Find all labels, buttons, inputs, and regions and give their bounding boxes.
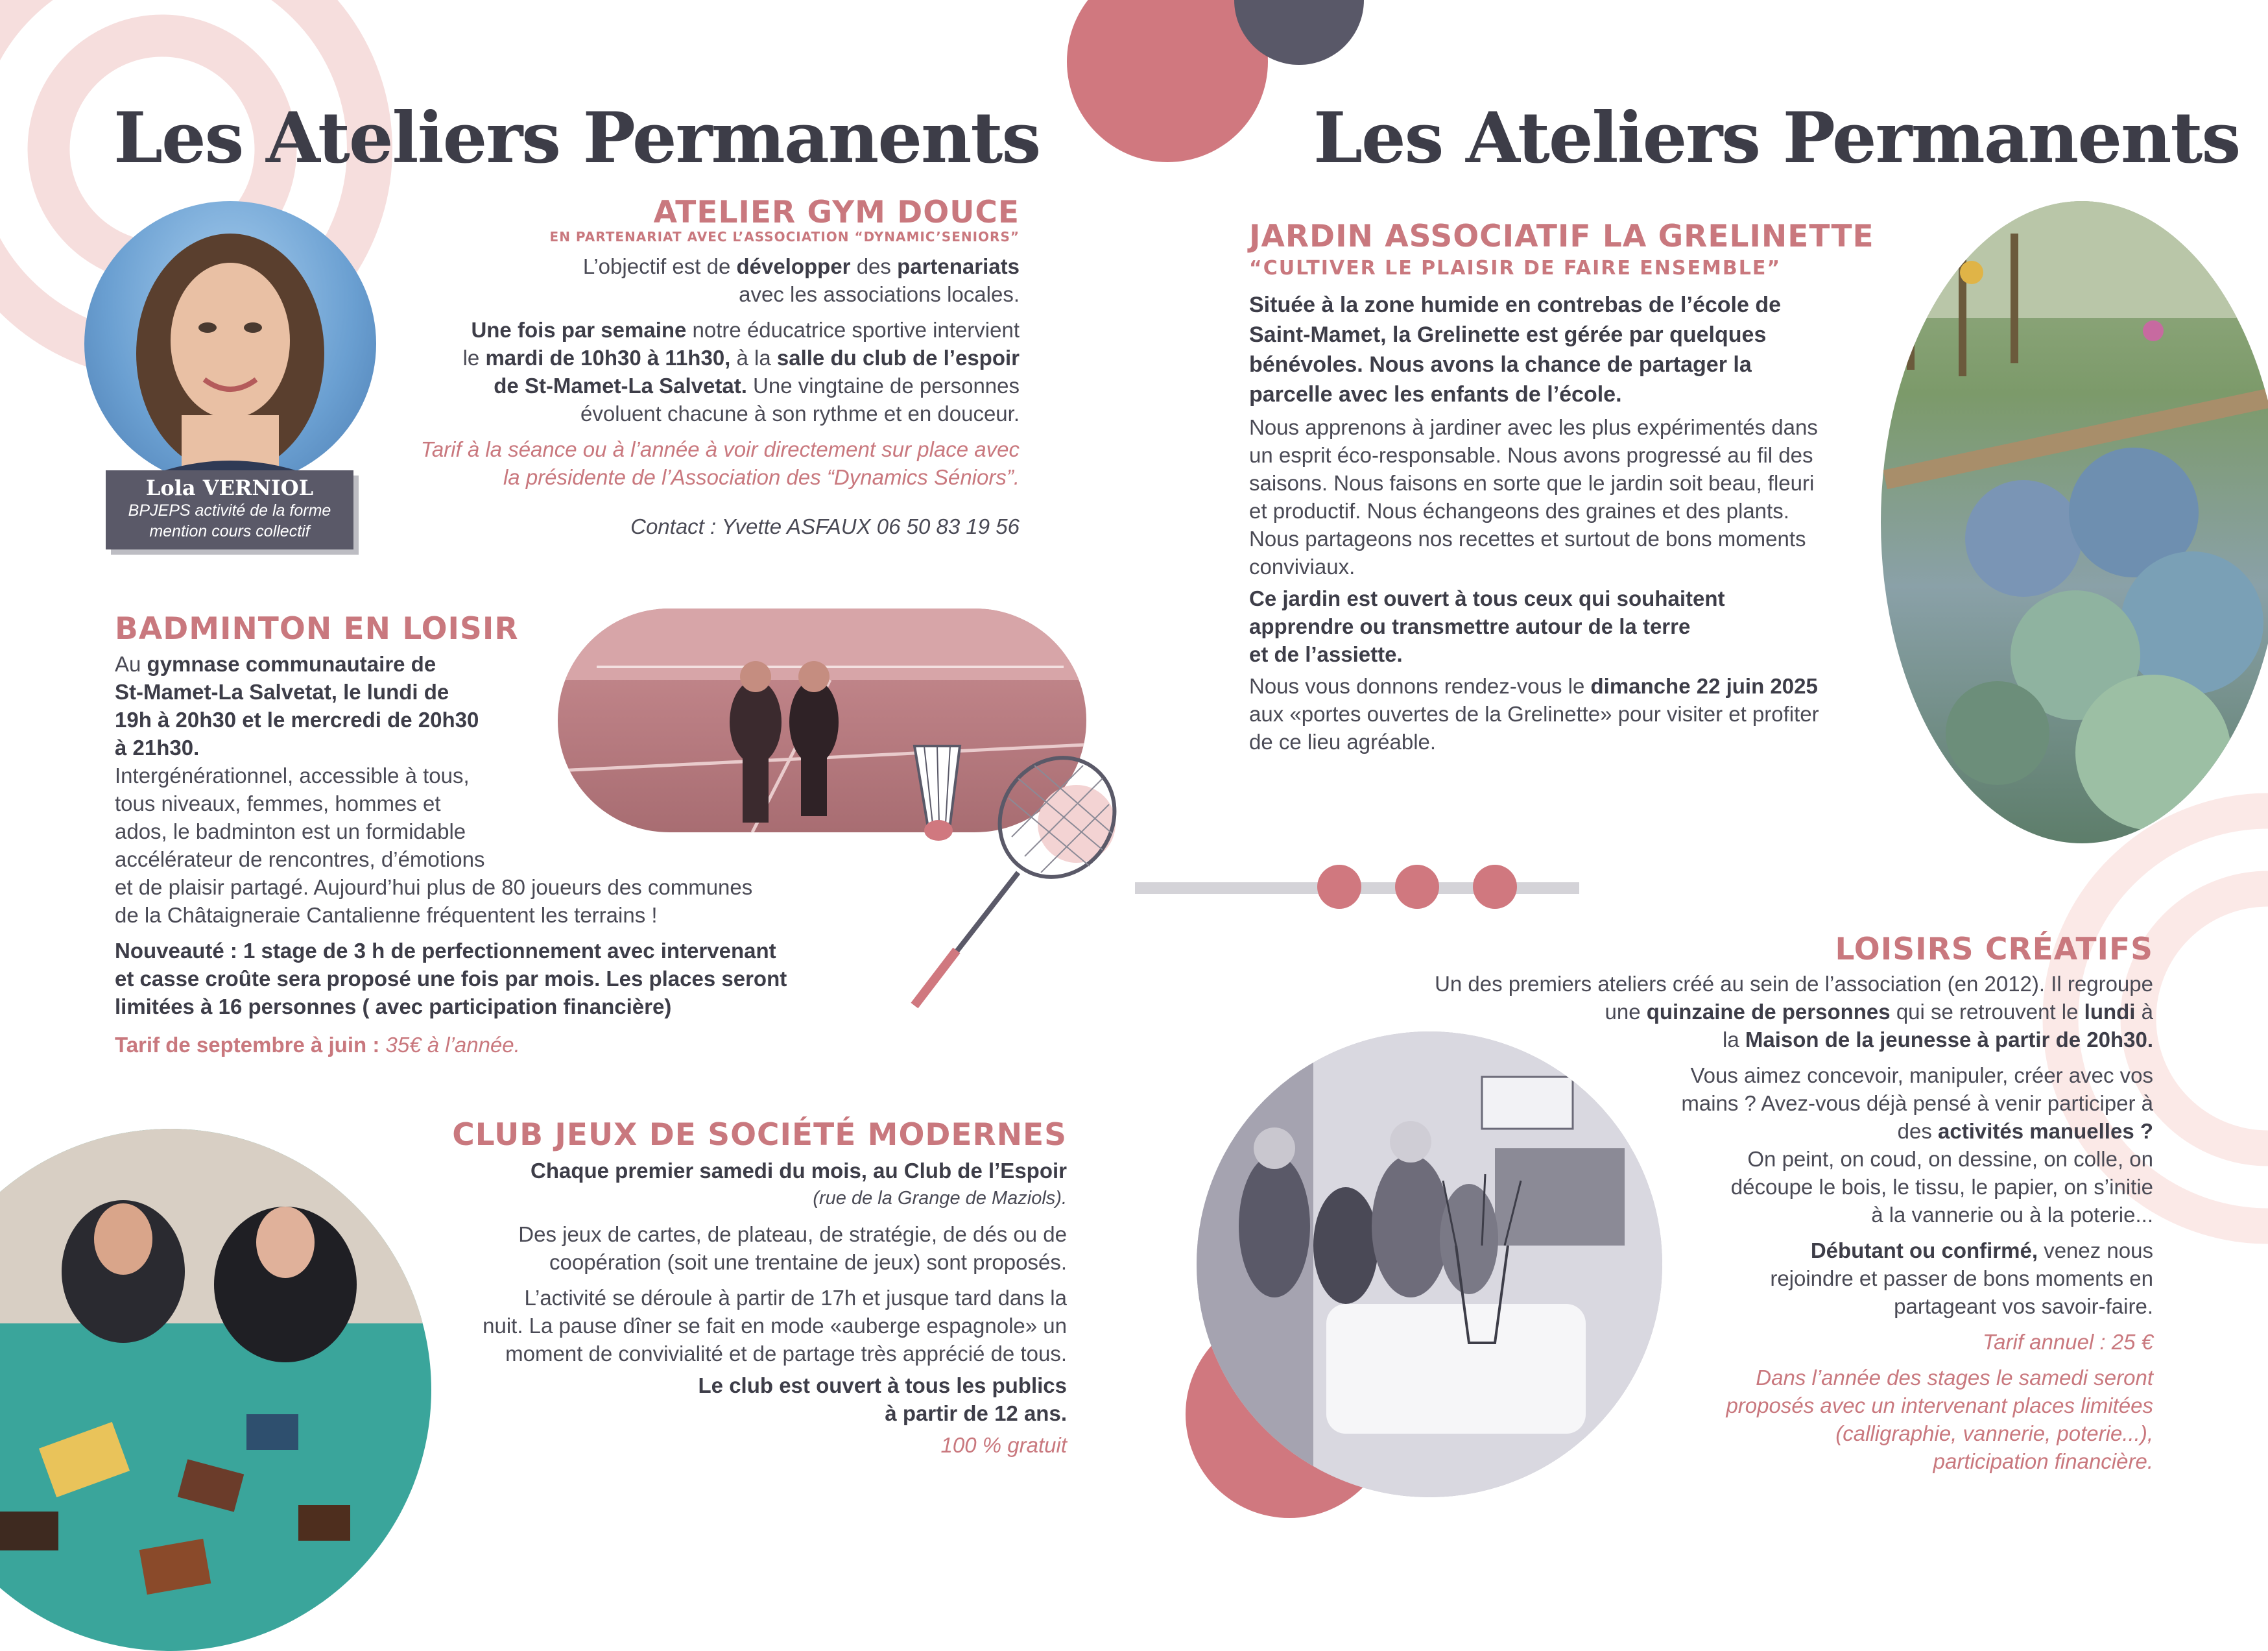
jardin-p6: conviviaux. xyxy=(1249,555,1355,579)
shuttlecock-icon xyxy=(914,746,960,841)
jardin-rdv-3: de ce lieu agréable. xyxy=(1249,730,1437,754)
gym-section xyxy=(389,195,1020,540)
loisirs-line3: la Maison de la jeunesse à partir de 20h30. xyxy=(1723,1028,2153,1052)
jeux-line7: moment de convivialité et de partage très apprécié de tous. xyxy=(505,1342,1067,1366)
jeux-line6: nuit. La pause dîner se fait en mode «auberge espagnole» un xyxy=(483,1314,1067,1338)
section-divider xyxy=(1135,865,1579,909)
badminton-heading: BADMINTON EN LOISIR xyxy=(115,611,519,647)
badminton-line8: accélérateur de rencontres, d’émotions xyxy=(115,847,485,871)
jardin-illustration xyxy=(1881,201,2268,843)
jeux-line9: à partir de 12 ans. xyxy=(885,1401,1067,1425)
jeux-line8: Le club est ouvert à tous les publics xyxy=(698,1373,1067,1397)
jeux-line3: Des jeux de cartes, de plateau, de stratégie, de dés ou de xyxy=(518,1222,1067,1246)
jardin-p1: Nous apprenons à jardiner avec les plus expérimentés dans xyxy=(1249,415,1818,439)
jeux-heading: CLUB JEUX DE SOCIÉTÉ MODERNES xyxy=(452,1117,1067,1153)
jardin-rdv-2: aux «portes ouvertes de la Grelinette» pour visiter et profiter xyxy=(1249,702,1819,726)
badminton-news-line1: Nouveauté : 1 stage de 3 h de perfectionnement avec intervenant xyxy=(115,939,776,963)
gym-p1-line2: avec les associations locales. xyxy=(739,282,1020,306)
badminton-line9: et de plaisir partagé. Aujourd’hui plus de 80 joueurs des communes xyxy=(115,875,753,899)
badminton-line4: à 21h30. xyxy=(115,736,200,760)
badminton-line2: St-Mamet-La Salvetat, le lundi de xyxy=(115,680,449,704)
loisirs-line1: Un des premiers ateliers créé au sein de l’association (en 2012). Il regroupe xyxy=(1435,972,2153,996)
person-caption xyxy=(106,470,353,549)
jardin-p3: saisons. Nous faisons en sorte que le jardin soit beau, fleuri xyxy=(1249,471,1815,495)
jeux-section xyxy=(415,1117,1067,1459)
right-page-title: Les Ateliers Permanents xyxy=(1313,97,2240,179)
person-role-1: BPJEPS activité de la forme xyxy=(128,501,331,520)
jardin-bold-3: bénévoles. Nous avons la chance de partager la xyxy=(1249,352,1752,377)
gym-p1-line1: L’objectif est de développer des partenariats xyxy=(582,254,1020,278)
jeux-line5: L’activité se déroule à partir de 17h et jusque tard dans la xyxy=(524,1286,1067,1310)
person-name: Lola VERNIOL xyxy=(145,476,314,500)
gym-p2-line3: de St-Mamet-La Salvetat. Une vingtaine de personnes xyxy=(494,374,1020,398)
jardin-open-2: apprendre ou transmettre autour de la terre xyxy=(1249,614,1691,638)
jardin-photo xyxy=(1881,201,2268,843)
gym-heading: ATELIER GYM DOUCE xyxy=(653,195,1020,230)
jardin-bold-4: parcelle avec les enfants de l’école. xyxy=(1249,382,1622,407)
loisirs-section xyxy=(1297,932,2153,1475)
gym-p2-line4: évoluent chacune à son rythme et en douceur. xyxy=(580,402,1020,426)
loisirs-tarif: Tarif annuel : 25 € xyxy=(1983,1330,2153,1354)
loisirs-line12: partageant vos savoir-faire. xyxy=(1894,1294,2153,1318)
gym-tarif-line2: la présidente de l’Association des “Dynamics Séniors”. xyxy=(503,465,1020,489)
loisirs-heading: LOISIRS CRÉATIFS xyxy=(1835,932,2153,967)
loisirs-line9: à la vannerie ou à la poterie... xyxy=(1871,1203,2153,1227)
badminton-line10: de la Châtaigneraie Cantalienne fréquentent les terrains ! xyxy=(115,903,658,927)
jeux-free: 100 % gratuit xyxy=(940,1433,1067,1457)
jardin-p5: Nous partageons nos recettes et surtout de bons moments xyxy=(1249,527,1806,551)
left-page-title: Les Ateliers Permanents xyxy=(113,97,1040,179)
portrait-photo xyxy=(84,201,376,487)
badminton-line1: Au gymnase communautaire de xyxy=(115,652,436,676)
person-role-2: mention cours collectif xyxy=(149,522,310,540)
badminton-tarif: Tarif de septembre à juin : 35€ à l’année. xyxy=(115,1033,520,1057)
jeux-line1: Chaque premier samedi du mois, au Club de l’Espoir xyxy=(530,1159,1067,1183)
jardin-bold-1: Située à la zone humide en contrebas de l’école de xyxy=(1249,293,1782,317)
loisirs-line10: Débutant ou confirmé, venez nous xyxy=(1810,1238,2153,1262)
jardin-section xyxy=(1249,219,1898,756)
loisirs-stage-3: (calligraphie, vannerie, poterie...), xyxy=(1835,1421,2153,1445)
loisirs-line11: rejoindre et passer de bons moments en xyxy=(1770,1266,2153,1290)
loisirs-line8: découpe le bois, le tissu, le papier, on s’initie xyxy=(1730,1175,2153,1199)
loisirs-line5: mains ? Avez-vous déjà pensé à venir participer à xyxy=(1681,1091,2153,1115)
loisirs-stage-1: Dans l’année des stages le samedi seront xyxy=(1756,1366,2153,1390)
badminton-line6: tous niveaux, femmes, hommes et xyxy=(115,791,441,815)
badminton-line5: Intergénérationnel, accessible à tous, xyxy=(115,764,470,788)
loisirs-line6: des activités manuelles ? xyxy=(1897,1119,2153,1143)
loisirs-stage-2: proposés avec un intervenant places limitées xyxy=(1726,1393,2153,1417)
jardin-heading: JARDIN ASSOCIATIF LA GRELINETTE xyxy=(1249,219,1874,254)
gym-p2-line1: Une fois par semaine notre éducatrice sportive intervient xyxy=(471,318,1020,342)
jardin-subheading: “CULTIVER LE PLAISIR DE FAIRE ENSEMBLE” xyxy=(1249,257,1782,280)
jardin-rdv-1: Nous vous donnons rendez-vous le dimanche 22 juin 2025 xyxy=(1249,674,1818,698)
top-center-pink-circle xyxy=(1067,0,1268,162)
jardin-open-1: Ce jardin est ouvert à tous ceux qui souhaitent xyxy=(1249,586,1725,610)
gym-contact: Contact : Yvette ASFAUX 06 50 83 19 56 xyxy=(630,514,1020,538)
loisirs-stage-4: participation financière. xyxy=(1933,1449,2153,1473)
portrait-illustration xyxy=(84,201,376,487)
badminton-line3: 19h à 20h30 et le mercredi de 20h30 xyxy=(115,708,479,732)
jardin-p4: et productif. Nous échangeons des graines et des plants. xyxy=(1249,499,1789,523)
loisirs-line2: une quinzaine de personnes qui se retrouvent le lundi à xyxy=(1605,1000,2153,1024)
jeux-line4: coopération (soit une trentaine de jeux) sont proposés. xyxy=(549,1250,1067,1274)
jardin-open-3: et de l’assiette. xyxy=(1249,642,1403,666)
loisirs-line4: Vous aimez concevoir, manipuler, créer avec vos xyxy=(1690,1063,2153,1087)
jardin-bold-2: Saint-Mamet, la Grelinette est gérée par quelques xyxy=(1249,322,1767,347)
gym-subheading: EN PARTENARIAT AVEC L’ASSOCIATION “DYNAMIC’SENIORS” xyxy=(549,229,1020,245)
racket-icon xyxy=(895,727,1128,1025)
badminton-news-line3: limitées à 16 personnes ( avec participation financière) xyxy=(115,994,672,1018)
jardin-p2: un esprit éco-responsable. Nous avons progressé au fil des xyxy=(1249,443,1813,467)
loisirs-line7: On peint, on coud, on dessine, on colle, on xyxy=(1747,1147,2153,1171)
gym-tarif-line1: Tarif à la séance ou à l’année à voir directement sur place avec xyxy=(420,437,1020,461)
gym-p2-line2: le mardi de 10h30 à 11h30, à la salle du club de l’espoir xyxy=(462,346,1020,370)
badminton-news-line2: et casse croûte sera proposé une fois par mois. Les places seront xyxy=(115,967,787,991)
jeux-line2: (rue de la Grange de Maziols). xyxy=(813,1188,1067,1209)
badminton-line7: ados, le badminton est un formidable xyxy=(115,819,466,843)
